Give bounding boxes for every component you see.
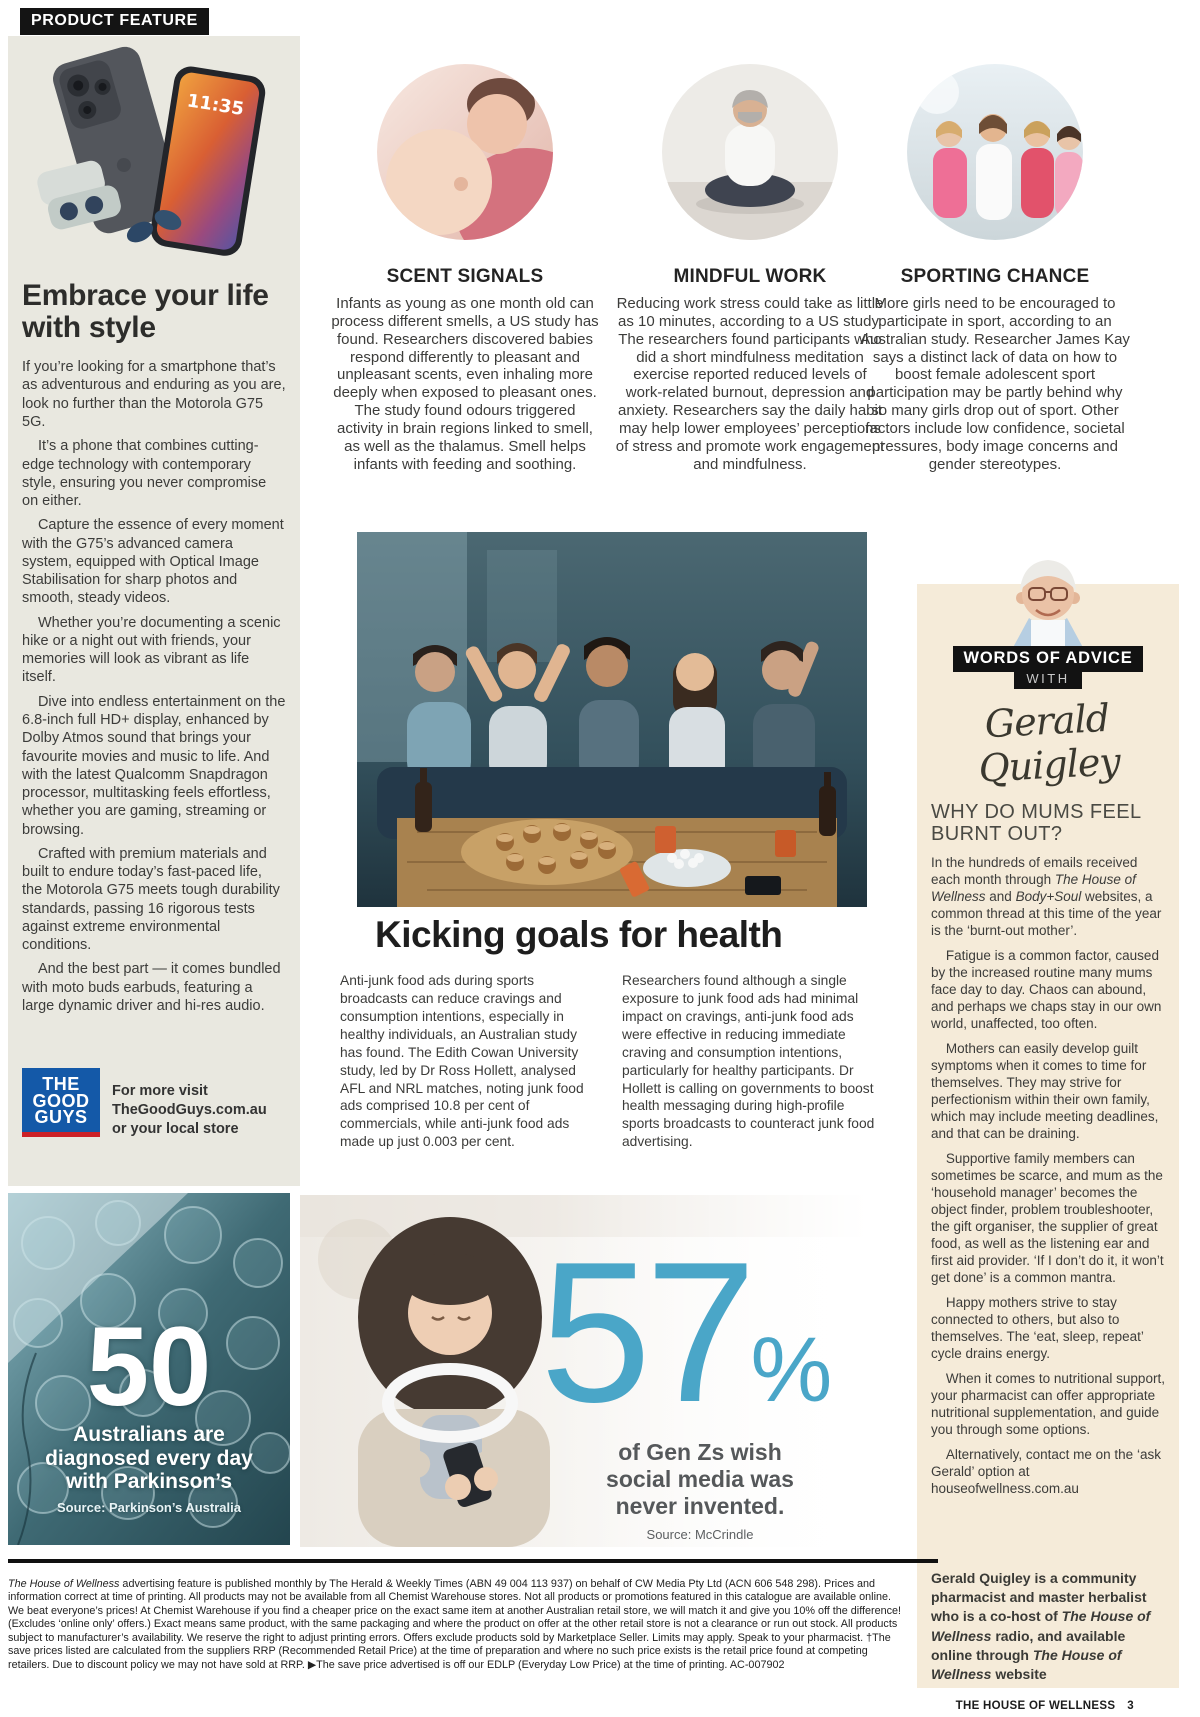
stat-digits: 57: [540, 1221, 751, 1444]
article-mindful-work: [615, 266, 885, 473]
paragraph: It’s a phone that combines cutting-edge technology with contemporary style, ensuring you never compromise on either.: [22, 438, 267, 510]
advice-paragraph: Happy mothers strive to stay connected to others, but also to themselves. The ‘eat, sleep, repeat’ cycle drains energy.: [931, 1294, 1144, 1361]
retailer-url: TheGoodGuys.com.au: [112, 1101, 267, 1118]
words-of-advice-panel: [917, 584, 1179, 1688]
italic-title: The House of Wellness: [931, 1647, 1122, 1683]
logo-line: GOOD: [32, 1090, 90, 1111]
feature-article-col1: [340, 972, 594, 1151]
text-run: websites, a common thread at this time of the year is the ‘burnt-out mother’.: [931, 888, 1162, 938]
text-run: radio, and available online through: [931, 1627, 1126, 1664]
mother-baby-photo: [377, 64, 553, 240]
parkinsons-stat-block: [8, 1193, 290, 1545]
legal-fine-print: [8, 1578, 908, 1672]
paragraph: If you’re looking for a smartphone that’s as adventurous and enduring as you are, look no further than the Motorola G75 5G.: [22, 359, 286, 430]
advice-paragraph: Mothers can easily develop guilt symptoms when it comes to time for themselves. They may strive for perfectionism within their own family, which may include meeting deadlines, and that can be draining.: [931, 1040, 1159, 1141]
phone-earbuds-illustration: [22, 46, 286, 258]
meditating-man-photo: [662, 64, 838, 240]
article-body: Infants as young as one month old can process different smells, a US study has found. Researchers discovered babies respond differently to pleasant and unpleasant scents, even inhaling more deeply when exposed to pleasant ones. The study found odours triggered activity in brain regions linked to smell, as well as the thalamus. Smell helps infants with feeding and soothing.: [331, 295, 599, 473]
page-number: 3: [1127, 1700, 1134, 1712]
phone-clock: 11:35: [185, 90, 246, 120]
advice-paragraph: When it comes to nutritional support, your pharmacist can offer appropriate nutritional supplementation, and guide you through some options.: [931, 1370, 1165, 1437]
author-bio: [931, 1569, 1165, 1685]
article-title: SPORTING CHANCE: [900, 266, 1090, 287]
paragraph: Crafted with premium materials and built to endure today’s fast-paced life, the Motorola G75 meets tough durability standards, passing 16 rigorous tests against extreme environmental conditions.: [22, 845, 280, 954]
stat-line: Australians are: [73, 1423, 225, 1446]
text-run: In the hundreds of emails received each month through: [931, 854, 1138, 887]
retailer-promo-text: [112, 1068, 267, 1139]
sporting-girls-photo: [907, 64, 1083, 240]
stat-line: diagnosed every day: [45, 1446, 253, 1470]
article-sporting-chance: [860, 266, 1130, 473]
words-of-advice-with: WITH: [1014, 671, 1081, 689]
stat-line: social media was: [606, 1465, 794, 1492]
text-run: Gerald Quigley is a community pharmacist and master herbalist who is a co-host of: [931, 1569, 1147, 1625]
logo-line: THE: [42, 1074, 80, 1094]
words-of-advice-banner: WORDS OF ADVICE: [953, 646, 1142, 672]
good-guys-logo: [22, 1068, 100, 1137]
stat-line: of Gen Zs wish: [618, 1439, 782, 1465]
feature-article-title: Kicking goals for health: [375, 914, 783, 955]
feature-article-col2: [622, 972, 876, 1151]
stat-number: [540, 1221, 833, 1444]
paragraph: And the best part — it comes bundled with moto buds earbuds, featuring a large dynamic driver and hi-res audio.: [22, 961, 281, 1014]
article-body: Reducing work stress could take as little as 10 minutes, according to a US study. The researchers found participants who did a short mindfulness meditation exercise reported reduced levels of work-related burnout, depression and anxiety. Researchers say the daily habit may help lower employees’ perceptions of stress and promote work engagement and mindfulness.: [615, 295, 885, 473]
gerald-quigley-signature: Gerald Quigley: [977, 695, 1121, 791]
logo-line: GUYS: [34, 1107, 88, 1128]
advice-heading: WHY DO MUMS FEEL BURNT OUT?: [931, 801, 1141, 846]
article-title: MINDFUL WORK: [673, 266, 827, 287]
legal-divider: [8, 1559, 938, 1563]
advice-paragraph: [931, 854, 1165, 939]
stat-number: 50: [86, 1304, 212, 1429]
logo-red-stripe: [22, 1132, 100, 1137]
article-body: Anti-junk food ads during sports broadcasts can reduce cravings and consumption intentions, especially in healthy individuals, an Australian study has found. The Edith Cowan University study, led by Dr Ross Hollett, analysed AFL and NRL matches, noting junk food ads comprised 10.8 per cent of commercials, while anti-junk food ads made up just 0.003 per cent.: [340, 973, 584, 1150]
paragraph: Whether you’re documenting a scenic hike or a night out with friends, your memories will look as vibrant as life itself.: [22, 614, 281, 686]
advice-paragraph: Supportive family members can sometimes be scarce, and mum as the ‘household manager’ becomes the object finder, problem troubleshooter, the gift organiser, the supplier of great food, as well as the listening ear and first aid provider. ‘If I don’t do it, it won’t get done’ is a common mantra.: [931, 1150, 1164, 1285]
article-body: More girls need to be encouraged to participate in sport, according to an Australian study. Researcher James Kay says a distinct lack of data on how to boost female adolescent sport participation may be partly behind why so many girls drop out of sport. Other factors include low confidence, societal pressures, body image concerns and gender stereotypes.: [860, 295, 1130, 473]
italic-title: The House of Wellness: [931, 1608, 1151, 1644]
stat-source: Source: Parkinson’s Australia: [57, 1499, 241, 1515]
left-feature-panel: [8, 36, 300, 1186]
article-scent-signals: [330, 266, 600, 473]
parkinsons-stat-text: [8, 1304, 290, 1515]
advice-paragraph: Fatigue is a common factor, caused by the increased routine many mums face day to day. Chaos can abound, and perhaps we chaps stay in our own world, unaffected, too often.: [931, 947, 1162, 1031]
left-article-title: Embrace your life with style: [22, 279, 269, 345]
promo-line: or your local store: [112, 1120, 239, 1137]
stat-line: with Parkinson’s: [65, 1470, 233, 1494]
italic-title: The House of Wellness: [8, 1578, 120, 1590]
product-feature-banner: PRODUCT FEATURE: [20, 8, 209, 35]
motorola-phone-product-image: [22, 46, 286, 258]
stat-line: never invented.: [615, 1492, 785, 1519]
legal-text: advertising feature is published monthly by The Herald & Weekly Times (ABN 49 004 113 937) on behalf of CW Media Pty Ltd (ACN 606 548 298). Prices and information correct at time of printing. All products may not be available from all Chemist Warehouse stores. Not all products or promotions featured in this catalogue are available online. We beat everyone’s prices! At Chemist Warehouse if you find a cheaper price on the exact same item at another Australian retail store, we will match it and give you 10% off the difference! (Excludes ‘online only’ offers.) Exact means same product, with the same packaging and where the product on offer at the other retail store is not a clearance or run out stock. All products subject to manufacturer’s availability. We reserve the right to adjust printing errors. Offers exclude products sold by Marketplace Seller. Limits may apply. Speak to your pharmacist. †The save prices listed are calculated from the suppliers RRP (Recommended Retail Price) at the time of preparation and where no such price exists is the retail price found at competing retailers. Due to discount policy we may not have sold at RRP. ▶The save price advertised is off our EDLP (Everyday Low Price) at the time of printing. AC-007902: [8, 1578, 902, 1671]
text-run: website: [991, 1666, 1047, 1683]
retailer-promo: [22, 1068, 267, 1139]
italic-title: The House of Wellness: [931, 871, 1136, 904]
footer-brand: THE HOUSE OF WELLNESS: [955, 1700, 1116, 1712]
paragraph: Dive into endless entertainment on the 6.8-inch full HD+ display, enhanced by Dolby Atmos sound that brings your favourite movies and music to life. And with the latest Qualcomm Snapdragon processor, multitasking feels effortless, whether you are gaming, streaming or browsing.: [22, 693, 286, 838]
paragraph: Capture the essence of every moment with the G75’s advanced camera system, equipped with Optical Image Stabilisation for sharp photos and smooth, steady videos.: [22, 517, 284, 607]
article-title: SCENT SIGNALS: [386, 266, 544, 287]
advice-paragraph: Alternatively, contact me on the ‘ask Gerald’ option at houseofwellness.com.au: [931, 1446, 1161, 1496]
page-footer: [956, 1700, 1134, 1712]
text-run: and: [985, 888, 1016, 904]
stat-source: Source: McCrindle: [646, 1527, 754, 1542]
stat-text: [550, 1439, 850, 1520]
article-body: Researchers found although a single exposure to junk food ads had minimal impact on cravings, anti-junk food ads were effective in reducing immediate craving and consumption intentions, particularly for healthy participants. Dr Hollett is calling on governments to boost health messaging during high-profile sports broadcasts to counteract junk food advertising.: [622, 973, 875, 1150]
promo-line: For more visit: [112, 1083, 208, 1099]
italic-title: Body+Soul: [1015, 888, 1082, 904]
genz-stat-block: [300, 1195, 868, 1547]
left-article-body: [22, 358, 286, 1015]
percent-sign: %: [750, 1319, 833, 1421]
friends-watching-sport-photo: [357, 532, 867, 907]
